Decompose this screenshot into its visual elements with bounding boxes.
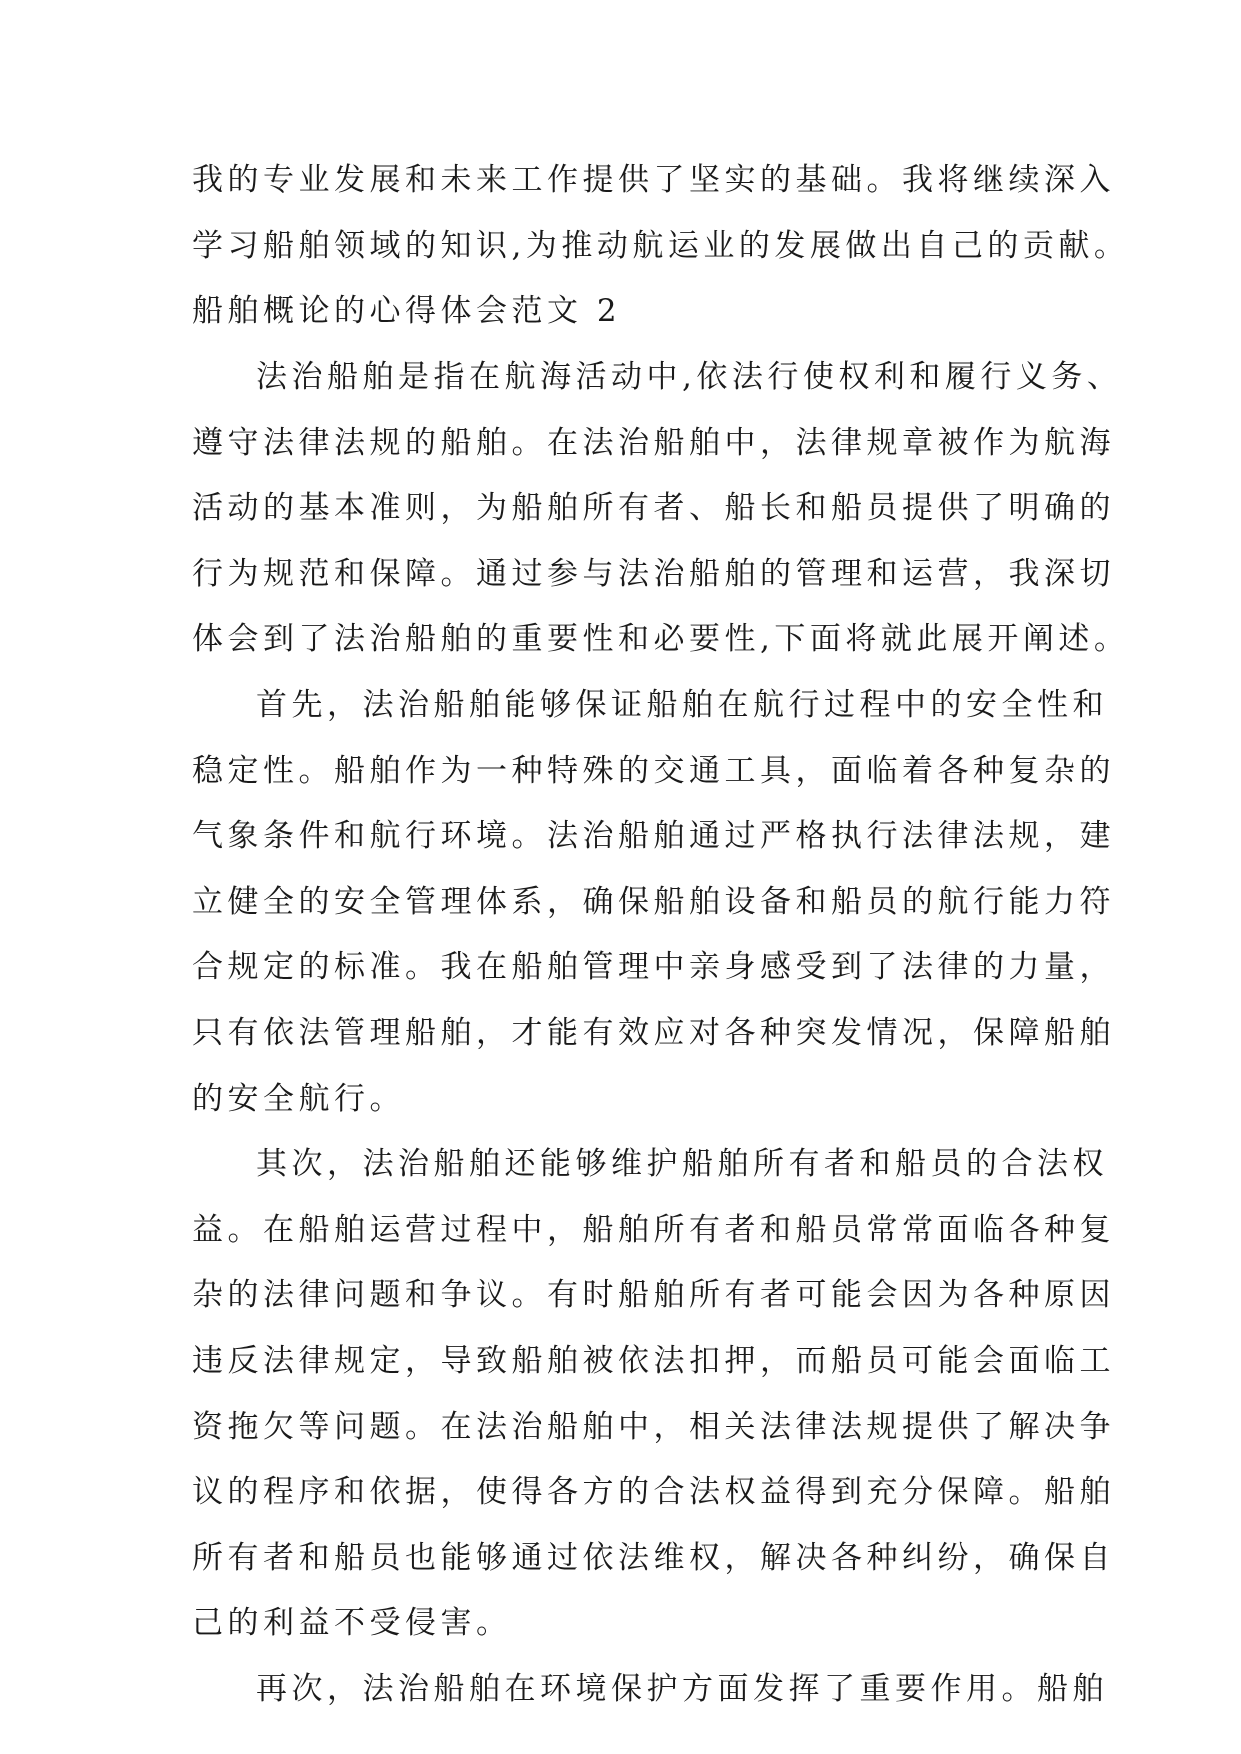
text-line: 行为规范和保障。通过参与法治船舶的管理和运营，我深切 [192,556,1115,592]
text-line: 议的程序和依据，使得各方的合法权益得到充分保障。船舶 [192,1474,1115,1510]
text-line: 的安全航行。 [192,1081,405,1117]
text-line: 我的专业发展和未来工作提供了坚实的基础。我将继续深入 [192,162,1115,198]
paragraph-first-line: 首先，法治船舶能够保证船舶在航行过程中的安全性和 [256,687,1108,723]
text-line: 违反法律规定，导致船舶被依法扣押，而船员可能会面临工 [192,1343,1115,1379]
text-line: 所有者和船员也能够通过依法维权，解决各种纠纷，确保自 [192,1540,1115,1576]
text-line: 体会到了法治船舶的重要性和必要性,下面将就此展开阐述。 [192,621,1130,657]
text-line: 立健全的安全管理体系，确保船舶设备和船员的航行能力符 [192,884,1115,920]
text-line: 气象条件和航行环境。法治船舶通过严格执行法律法规，建 [192,818,1115,854]
text-line: 活动的基本准则，为船舶所有者、船长和船员提供了明确的 [192,490,1115,526]
text-line: 遵守法律法规的船舶。在法治船舶中，法律规章被作为航海 [192,425,1115,461]
section-heading: 船舶概论的心得体会范文 2 [192,293,622,329]
text-line: 杂的法律问题和争议。有时船舶所有者可能会因为各种原因 [192,1277,1115,1313]
paragraph-first-line: 其次，法治船舶还能够维护船舶所有者和船员的合法权 [256,1146,1108,1182]
text-line: 资拖欠等问题。在法治船舶中，相关法律法规提供了解决争 [192,1409,1115,1445]
paragraph-first-line: 再次，法治船舶在环境保护方面发挥了重要作用。船舶 [256,1671,1108,1707]
paragraph-first-line: 法治船舶是指在航海活动中,依法行使权利和履行义务、 [256,359,1123,395]
text-line: 益。在船舶运营过程中，船舶所有者和船员常常面临各种复 [192,1212,1115,1248]
text-line: 稳定性。船舶作为一种特殊的交通工具，面临着各种复杂的 [192,753,1115,789]
text-line: 只有依法管理船舶，才能有效应对各种突发情况，保障船舶 [192,1015,1115,1051]
text-line: 合规定的标准。我在船舶管理中亲身感受到了法律的力量， [192,949,1115,985]
text-line: 己的利益不受侵害。 [192,1605,512,1641]
text-line: 学习船舶领域的知识,为推动航运业的发展做出自己的贡献。 [192,228,1130,264]
